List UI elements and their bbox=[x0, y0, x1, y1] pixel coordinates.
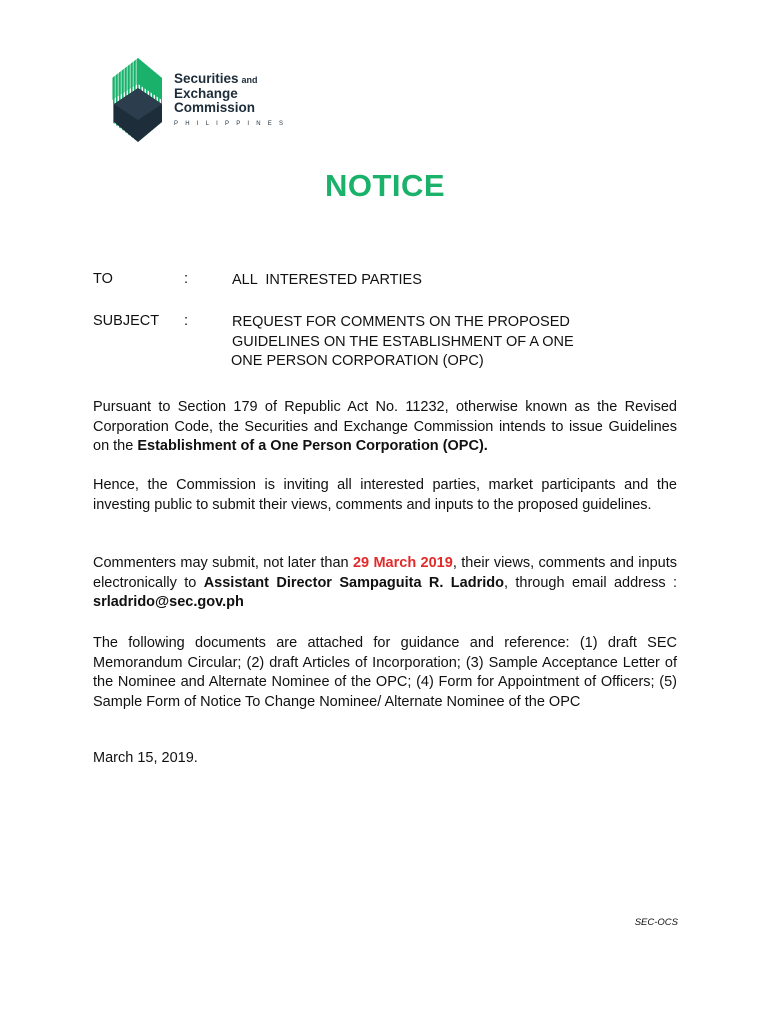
paragraph-purpose-bold: Establishment of a One Person Corporation (OPC). bbox=[137, 438, 488, 454]
paragraph-purpose bbox=[93, 398, 677, 457]
logo-country: PHILIPPINES bbox=[174, 121, 291, 127]
subject-colon: : bbox=[184, 313, 189, 329]
to-value: ALL INTERESTED PARTIES bbox=[232, 272, 422, 288]
logo-line-2: Exchange bbox=[174, 86, 238, 101]
to-label: TO bbox=[93, 271, 113, 287]
submission-text-1: Commenters may submit, not later than bbox=[93, 555, 353, 571]
subject-line-3: ONE PERSON CORPORATION (OPC) bbox=[231, 353, 484, 369]
logo-line-3: Commission bbox=[174, 100, 256, 115]
notice-title: NOTICE bbox=[324, 168, 446, 203]
paragraph-invitation: Hence, the Commission is inviting all interested parties, market participants and the investing public to submit their views, comments and inputs to the proposed guidelines. bbox=[93, 477, 677, 513]
subject-line-1: REQUEST FOR COMMENTS ON THE PROPOSED bbox=[232, 314, 570, 330]
subject-line-2: GUIDELINES ON THE ESTABLISHMENT OF A ONE bbox=[232, 333, 574, 350]
deadline-date: 29 March 2019 bbox=[352, 555, 453, 571]
sec-logo bbox=[104, 50, 364, 150]
sec-emblem-icon bbox=[104, 50, 168, 150]
subject-value bbox=[232, 313, 574, 372]
submission-text-3: , through email address : bbox=[503, 574, 686, 591]
paragraph-purpose-text: Pursuant to Section 179 of Republic Act No. 11232, otherwise known as the Revised Corporation Code, the Securities and Exchange Commission intends to issue Guidelines on the bbox=[93, 399, 677, 454]
logo-line-1: Securities bbox=[174, 71, 239, 86]
to-colon: : bbox=[184, 271, 189, 287]
paragraph-attachments: The following documents are attached for guidance and reference: (1) draft SEC Memorandum Circular; (2) draft Articles of Incorporation; (3) Sample Acceptance Letter of the Nominee and Alternate Nominee of the OPC; (4) Form for Appointment of Officers; (5) Sample Form of Notice To Change Nominee/ Alternate Nominee of the OPC bbox=[93, 635, 677, 710]
submission-text-2: , their views, comments and inputs electronically to bbox=[93, 555, 677, 591]
notice-date: March 15, 2019. bbox=[93, 750, 198, 766]
subject-label: SUBJECT bbox=[93, 313, 160, 329]
contact-person: Assistant Director Sampaguita R. Ladrido bbox=[203, 574, 504, 591]
contact-email: srladrido@sec.gov.ph bbox=[93, 594, 244, 610]
footer-code: SEC-OCS bbox=[634, 917, 678, 928]
logo-line-1-suffix: and bbox=[241, 75, 258, 85]
paragraph-submission bbox=[93, 554, 686, 613]
sec-wordmark bbox=[174, 72, 290, 131]
